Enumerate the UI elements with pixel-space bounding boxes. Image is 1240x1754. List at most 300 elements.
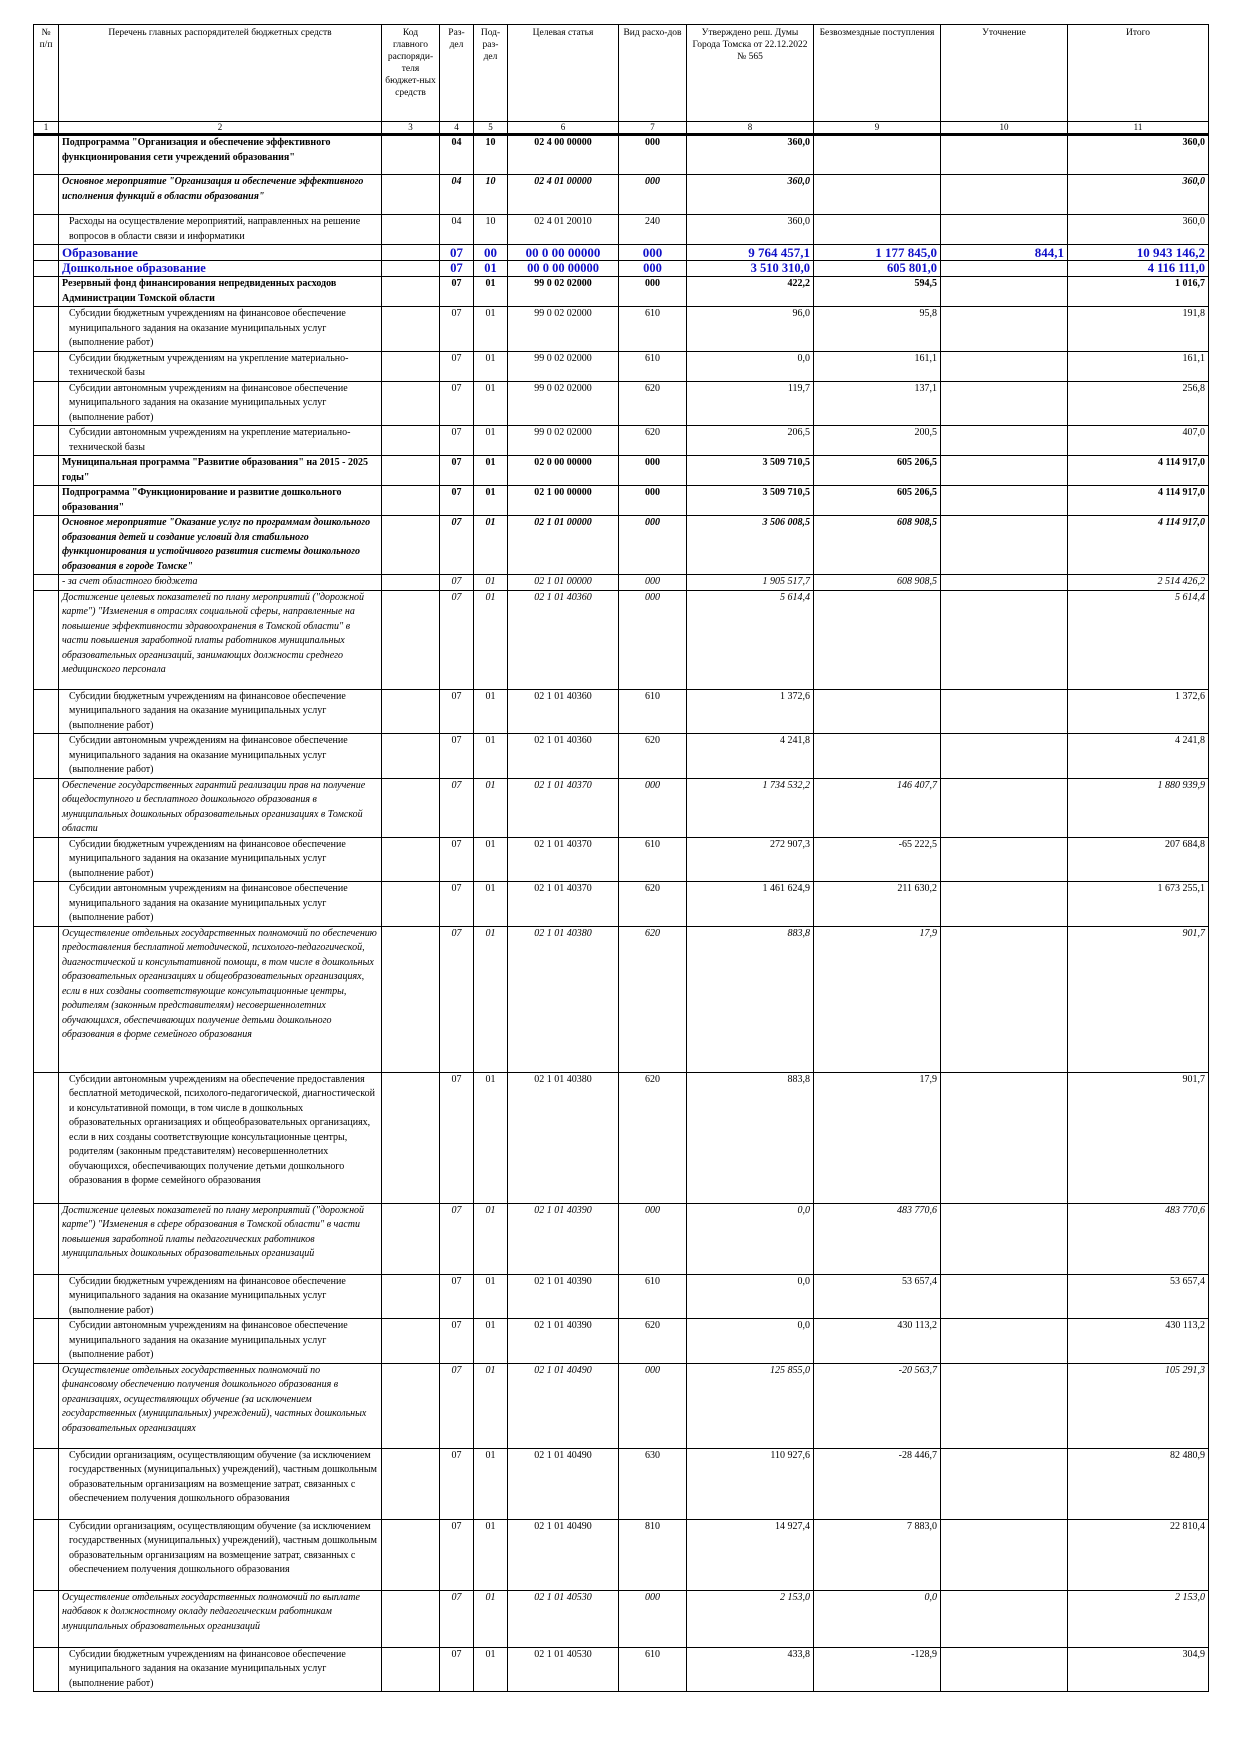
table-row bbox=[34, 215, 1209, 245]
total-amount-cell: 191,8 bbox=[1068, 307, 1209, 352]
row-number-cell bbox=[34, 261, 59, 277]
razdel-cell: 07 bbox=[440, 426, 474, 456]
clarification-amount-cell: 844,1 bbox=[941, 245, 1068, 261]
total-amount-cell: 256,8 bbox=[1068, 381, 1209, 426]
grants-amount-cell bbox=[814, 689, 941, 734]
clarification-amount-cell bbox=[941, 1203, 1068, 1274]
target-article-cell: 02 1 01 40360 bbox=[508, 734, 619, 779]
expense-type-cell: 000 bbox=[619, 1363, 687, 1448]
total-amount-cell: 360,0 bbox=[1068, 215, 1209, 245]
row-number-cell bbox=[34, 734, 59, 779]
grants-amount-cell: 146 407,7 bbox=[814, 778, 941, 837]
manager-code-cell bbox=[382, 351, 440, 381]
total-amount-cell: 53 657,4 bbox=[1068, 1274, 1209, 1319]
column-number: 10 bbox=[941, 122, 1068, 135]
column-number: 9 bbox=[814, 122, 941, 135]
manager-code-cell bbox=[382, 734, 440, 779]
podrazdel-cell: 01 bbox=[474, 926, 508, 1072]
manager-code-cell bbox=[382, 1519, 440, 1590]
clarification-amount-cell bbox=[941, 426, 1068, 456]
budget-table bbox=[33, 24, 1209, 1692]
approved-amount-cell: 2 153,0 bbox=[687, 1590, 814, 1647]
column-number: 5 bbox=[474, 122, 508, 135]
item-name-cell: Субсидии бюджетным учреждениям на финансовое обеспечение муниципального задания на оказание муниципальных услуг (выполнение работ) bbox=[59, 307, 382, 352]
manager-code-cell bbox=[382, 245, 440, 261]
table-row bbox=[34, 1274, 1209, 1319]
manager-code-cell bbox=[382, 1203, 440, 1274]
target-article-cell: 02 0 00 00000 bbox=[508, 456, 619, 486]
razdel-cell: 07 bbox=[440, 261, 474, 277]
razdel-cell: 07 bbox=[440, 882, 474, 927]
clarification-amount-cell bbox=[941, 175, 1068, 215]
total-amount-cell: 407,0 bbox=[1068, 426, 1209, 456]
razdel-cell: 07 bbox=[440, 1590, 474, 1647]
item-name-cell: Муниципальная программа "Развитие образования" на 2015 - 2025 годы" bbox=[59, 456, 382, 486]
target-article-cell: 99 0 02 02000 bbox=[508, 277, 619, 307]
clarification-amount-cell bbox=[941, 1590, 1068, 1647]
clarification-amount-cell bbox=[941, 381, 1068, 426]
expense-type-cell: 810 bbox=[619, 1519, 687, 1590]
expense-type-cell: 240 bbox=[619, 215, 687, 245]
expense-type-cell: 000 bbox=[619, 486, 687, 516]
grants-amount-cell: 17,9 bbox=[814, 1072, 941, 1203]
clarification-amount-cell bbox=[941, 1363, 1068, 1448]
total-amount-cell: 82 480,9 bbox=[1068, 1448, 1209, 1519]
expense-type-cell: 630 bbox=[619, 1448, 687, 1519]
row-number-cell bbox=[34, 456, 59, 486]
manager-code-cell bbox=[382, 1274, 440, 1319]
total-amount-cell: 901,7 bbox=[1068, 1072, 1209, 1203]
total-amount-cell: 2 514 426,2 bbox=[1068, 575, 1209, 591]
podrazdel-cell: 01 bbox=[474, 277, 508, 307]
table-row bbox=[34, 575, 1209, 591]
grants-amount-cell: 7 883,0 bbox=[814, 1519, 941, 1590]
column-number: 3 bbox=[382, 122, 440, 135]
approved-amount-cell: 272 907,3 bbox=[687, 837, 814, 882]
grants-amount-cell: 95,8 bbox=[814, 307, 941, 352]
approved-amount-cell: 5 614,4 bbox=[687, 590, 814, 689]
grants-amount-cell: -128,9 bbox=[814, 1647, 941, 1692]
approved-amount-cell: 14 927,4 bbox=[687, 1519, 814, 1590]
approved-amount-cell: 360,0 bbox=[687, 175, 814, 215]
manager-code-cell bbox=[382, 426, 440, 456]
manager-code-cell bbox=[382, 837, 440, 882]
podrazdel-cell: 01 bbox=[474, 1363, 508, 1448]
grants-amount-cell: 161,1 bbox=[814, 351, 941, 381]
target-article-cell: 02 1 01 40530 bbox=[508, 1590, 619, 1647]
item-name-cell: - за счет областного бюджета bbox=[59, 575, 382, 591]
item-name-cell: Субсидии автономным учреждениям на финансовое обеспечение муниципального задания на оказание муниципальных услуг (выполнение работ) bbox=[59, 381, 382, 426]
table-body bbox=[34, 135, 1209, 1692]
clarification-amount-cell bbox=[941, 689, 1068, 734]
approved-amount-cell: 360,0 bbox=[687, 215, 814, 245]
total-amount-cell: 1 880 939,9 bbox=[1068, 778, 1209, 837]
podrazdel-cell: 01 bbox=[474, 307, 508, 352]
approved-amount-cell: 433,8 bbox=[687, 1647, 814, 1692]
expense-type-cell: 000 bbox=[619, 575, 687, 591]
razdel-cell: 07 bbox=[440, 456, 474, 486]
total-amount-cell: 1 673 255,1 bbox=[1068, 882, 1209, 927]
column-number-row bbox=[34, 122, 1209, 135]
table-row bbox=[34, 351, 1209, 381]
podrazdel-cell: 01 bbox=[474, 1274, 508, 1319]
row-number-cell bbox=[34, 245, 59, 261]
header-cell: Безвозмездные поступления bbox=[814, 25, 941, 122]
razdel-cell: 07 bbox=[440, 1448, 474, 1519]
item-name-cell: Субсидии бюджетным учреждениям на финансовое обеспечение муниципального задания на оказание муниципальных услуг (выполнение работ) bbox=[59, 1647, 382, 1692]
item-name-cell: Подпрограмма "Функционирование и развитие дошкольного образования" bbox=[59, 486, 382, 516]
manager-code-cell bbox=[382, 381, 440, 426]
razdel-cell: 07 bbox=[440, 277, 474, 307]
table-row bbox=[34, 1590, 1209, 1647]
clarification-amount-cell bbox=[941, 1274, 1068, 1319]
razdel-cell: 07 bbox=[440, 381, 474, 426]
item-name-cell: Достижение целевых показателей по плану мероприятий ("дорожной карте") "Изменения в сфере образования в Томской области" в части повышения заработной платы педагогических работников муниципальных дошкольных образовательных организаций bbox=[59, 1203, 382, 1274]
row-number-cell bbox=[34, 837, 59, 882]
podrazdel-cell: 01 bbox=[474, 1519, 508, 1590]
podrazdel-cell: 01 bbox=[474, 778, 508, 837]
expense-type-cell: 000 bbox=[619, 175, 687, 215]
total-amount-cell: 4 114 917,0 bbox=[1068, 516, 1209, 575]
table-row bbox=[34, 926, 1209, 1072]
manager-code-cell bbox=[382, 689, 440, 734]
manager-code-cell bbox=[382, 456, 440, 486]
target-article-cell: 02 1 01 40390 bbox=[508, 1274, 619, 1319]
approved-amount-cell: 883,8 bbox=[687, 926, 814, 1072]
razdel-cell: 07 bbox=[440, 245, 474, 261]
header-cell: Уточнение bbox=[941, 25, 1068, 122]
total-amount-cell: 4 114 917,0 bbox=[1068, 456, 1209, 486]
item-name-cell: Субсидии автономным учреждениям на финансовое обеспечение муниципального задания на оказание муниципальных услуг (выполнение работ) bbox=[59, 1319, 382, 1364]
manager-code-cell bbox=[382, 135, 440, 175]
expense-type-cell: 000 bbox=[619, 277, 687, 307]
clarification-amount-cell bbox=[941, 926, 1068, 1072]
expense-type-cell: 000 bbox=[619, 778, 687, 837]
grants-amount-cell bbox=[814, 175, 941, 215]
approved-amount-cell: 0,0 bbox=[687, 1319, 814, 1364]
grants-amount-cell: 430 113,2 bbox=[814, 1319, 941, 1364]
header-cell: № п/п bbox=[34, 25, 59, 122]
manager-code-cell bbox=[382, 778, 440, 837]
total-amount-cell: 105 291,3 bbox=[1068, 1363, 1209, 1448]
grants-amount-cell: 608 908,5 bbox=[814, 516, 941, 575]
approved-amount-cell: 9 764 457,1 bbox=[687, 245, 814, 261]
expense-type-cell: 620 bbox=[619, 926, 687, 1072]
grants-amount-cell: 200,5 bbox=[814, 426, 941, 456]
table-row bbox=[34, 1203, 1209, 1274]
target-article-cell: 02 1 01 40370 bbox=[508, 778, 619, 837]
table-row bbox=[34, 882, 1209, 927]
table-row bbox=[34, 734, 1209, 779]
manager-code-cell bbox=[382, 575, 440, 591]
grants-amount-cell: 605 801,0 bbox=[814, 261, 941, 277]
item-name-cell: Основное мероприятие "Оказание услуг по программам дошкольного образования детей и создание условий для стабильного функционирования и устойчивого развития системы дошкольного образования в городе Томске" bbox=[59, 516, 382, 575]
podrazdel-cell: 01 bbox=[474, 1319, 508, 1364]
row-number-cell bbox=[34, 590, 59, 689]
razdel-cell: 07 bbox=[440, 486, 474, 516]
expense-type-cell: 620 bbox=[619, 882, 687, 927]
total-amount-cell: 360,0 bbox=[1068, 135, 1209, 175]
target-article-cell: 02 1 01 40390 bbox=[508, 1203, 619, 1274]
podrazdel-cell: 10 bbox=[474, 215, 508, 245]
podrazdel-cell: 01 bbox=[474, 456, 508, 486]
approved-amount-cell: 125 855,0 bbox=[687, 1363, 814, 1448]
target-article-cell: 02 4 01 00000 bbox=[508, 175, 619, 215]
clarification-amount-cell bbox=[941, 277, 1068, 307]
table-row bbox=[34, 261, 1209, 277]
manager-code-cell bbox=[382, 882, 440, 927]
approved-amount-cell: 0,0 bbox=[687, 1274, 814, 1319]
header-cell: Целевая статья bbox=[508, 25, 619, 122]
table-row bbox=[34, 689, 1209, 734]
row-number-cell bbox=[34, 277, 59, 307]
expense-type-cell: 610 bbox=[619, 351, 687, 381]
table-row bbox=[34, 1519, 1209, 1590]
total-amount-cell: 10 943 146,2 bbox=[1068, 245, 1209, 261]
table-row bbox=[34, 135, 1209, 175]
podrazdel-cell: 01 bbox=[474, 1590, 508, 1647]
table-row bbox=[34, 307, 1209, 352]
razdel-cell: 07 bbox=[440, 837, 474, 882]
approved-amount-cell: 422,2 bbox=[687, 277, 814, 307]
podrazdel-cell: 01 bbox=[474, 882, 508, 927]
razdel-cell: 07 bbox=[440, 516, 474, 575]
razdel-cell: 07 bbox=[440, 1519, 474, 1590]
table-row bbox=[34, 1072, 1209, 1203]
row-number-cell bbox=[34, 1072, 59, 1203]
manager-code-cell bbox=[382, 1590, 440, 1647]
expense-type-cell: 000 bbox=[619, 261, 687, 277]
podrazdel-cell: 01 bbox=[474, 734, 508, 779]
item-name-cell: Резервный фонд финансирования непредвиденных расходов Администрации Томской области bbox=[59, 277, 382, 307]
row-number-cell bbox=[34, 486, 59, 516]
item-name-cell: Осуществление отдельных государственных полномочий по обеспечению предоставления бесплатной методической, психолого-педагогической, диагностической и консультативной помощи, в том числе в дошкольных образовательных организациях и общеобразовательных организациях, если в них созданы соответствующие консультационные центры, родителям (законным представителям) несовершеннолетних обучающихся, обеспечивающих получение детьми дошкольного образования в форме семейного образования bbox=[59, 926, 382, 1072]
razdel-cell: 07 bbox=[440, 1319, 474, 1364]
total-amount-cell: 483 770,6 bbox=[1068, 1203, 1209, 1274]
row-number-cell bbox=[34, 516, 59, 575]
expense-type-cell: 610 bbox=[619, 307, 687, 352]
approved-amount-cell: 0,0 bbox=[687, 1203, 814, 1274]
item-name-cell: Субсидии автономным учреждениям на финансовое обеспечение муниципального задания на оказание муниципальных услуг (выполнение работ) bbox=[59, 882, 382, 927]
item-name-cell: Субсидии организациям, осуществляющим обучение (за исключением государственных (муниципальных) учреждений), частным дошкольным образовательным организациям на возмещение затрат, связанных с обеспечением получения дошкольного образования bbox=[59, 1448, 382, 1519]
razdel-cell: 07 bbox=[440, 778, 474, 837]
row-number-cell bbox=[34, 307, 59, 352]
approved-amount-cell: 1 905 517,7 bbox=[687, 575, 814, 591]
row-number-cell bbox=[34, 1448, 59, 1519]
table-row bbox=[34, 381, 1209, 426]
podrazdel-cell: 01 bbox=[474, 689, 508, 734]
manager-code-cell bbox=[382, 175, 440, 215]
header-cell: Вид расхо-дов bbox=[619, 25, 687, 122]
row-number-cell bbox=[34, 1647, 59, 1692]
row-number-cell bbox=[34, 778, 59, 837]
row-number-cell bbox=[34, 882, 59, 927]
expense-type-cell: 000 bbox=[619, 1590, 687, 1647]
grants-amount-cell: 483 770,6 bbox=[814, 1203, 941, 1274]
expense-type-cell: 000 bbox=[619, 1203, 687, 1274]
clarification-amount-cell bbox=[941, 590, 1068, 689]
approved-amount-cell: 3 510 310,0 bbox=[687, 261, 814, 277]
table-row bbox=[34, 1647, 1209, 1692]
podrazdel-cell: 01 bbox=[474, 351, 508, 381]
expense-type-cell: 610 bbox=[619, 837, 687, 882]
razdel-cell: 07 bbox=[440, 1274, 474, 1319]
column-number: 6 bbox=[508, 122, 619, 135]
row-number-cell bbox=[34, 926, 59, 1072]
table-row bbox=[34, 426, 1209, 456]
row-number-cell bbox=[34, 689, 59, 734]
razdel-cell: 04 bbox=[440, 135, 474, 175]
clarification-amount-cell bbox=[941, 1072, 1068, 1203]
podrazdel-cell: 10 bbox=[474, 135, 508, 175]
item-name-cell: Расходы на осуществление мероприятий, направленных на решение вопросов в области связи и информатики bbox=[59, 215, 382, 245]
razdel-cell: 07 bbox=[440, 575, 474, 591]
item-name-cell: Осуществление отдельных государственных полномочий по финансовому обеспечению получения дошкольного образования в организациях, осуществляющих обучение (за исключением государственных (муниципальных) учреждений), частных дошкольных образовательных организациях bbox=[59, 1363, 382, 1448]
row-number-cell bbox=[34, 215, 59, 245]
razdel-cell: 07 bbox=[440, 307, 474, 352]
table-row bbox=[34, 590, 1209, 689]
item-name-cell: Субсидии бюджетным учреждениям на финансовое обеспечение муниципального задания на оказание муниципальных услуг (выполнение работ) bbox=[59, 689, 382, 734]
razdel-cell: 04 bbox=[440, 215, 474, 245]
item-name-cell: Субсидии автономным учреждениям на финансовое обеспечение муниципального задания на оказание муниципальных услуг (выполнение работ) bbox=[59, 734, 382, 779]
razdel-cell: 07 bbox=[440, 351, 474, 381]
expense-type-cell: 000 bbox=[619, 590, 687, 689]
podrazdel-cell: 01 bbox=[474, 1203, 508, 1274]
clarification-amount-cell bbox=[941, 1647, 1068, 1692]
target-article-cell: 02 1 01 40490 bbox=[508, 1519, 619, 1590]
razdel-cell: 07 bbox=[440, 926, 474, 1072]
target-article-cell: 02 1 01 40360 bbox=[508, 590, 619, 689]
manager-code-cell bbox=[382, 1448, 440, 1519]
approved-amount-cell: 3 509 710,5 bbox=[687, 456, 814, 486]
column-number: 4 bbox=[440, 122, 474, 135]
grants-amount-cell: -20 563,7 bbox=[814, 1363, 941, 1448]
target-article-cell: 02 1 01 40370 bbox=[508, 837, 619, 882]
item-name-cell: Подпрограмма "Организация и обеспечение эффективного функционирования сети учреждений образования" bbox=[59, 135, 382, 175]
approved-amount-cell: 360,0 bbox=[687, 135, 814, 175]
item-name-cell: Образование bbox=[59, 245, 382, 261]
budget-table-sheet bbox=[33, 24, 1208, 1692]
podrazdel-cell: 00 bbox=[474, 245, 508, 261]
clarification-amount-cell bbox=[941, 351, 1068, 381]
item-name-cell: Основное мероприятие "Организация и обеспечение эффективного исполнения функций в области образования" bbox=[59, 175, 382, 215]
total-amount-cell: 1 372,6 bbox=[1068, 689, 1209, 734]
grants-amount-cell: 594,5 bbox=[814, 277, 941, 307]
column-number: 8 bbox=[687, 122, 814, 135]
clarification-amount-cell bbox=[941, 486, 1068, 516]
target-article-cell: 02 1 01 40380 bbox=[508, 926, 619, 1072]
target-article-cell: 02 1 01 40380 bbox=[508, 1072, 619, 1203]
approved-amount-cell: 1 461 624,9 bbox=[687, 882, 814, 927]
item-name-cell: Достижение целевых показателей по плану мероприятий ("дорожной карте") "Изменения в отраслях социальной сферы, направленные на повышение эффективности здравоохранения в Томской области" в части повышения заработной платы работников муниципальных образовательных организаций, занимающих должности среднего медицинского персонала bbox=[59, 590, 382, 689]
total-amount-cell: 2 153,0 bbox=[1068, 1590, 1209, 1647]
target-article-cell: 99 0 02 02000 bbox=[508, 351, 619, 381]
razdel-cell: 07 bbox=[440, 1072, 474, 1203]
target-article-cell: 00 0 00 00000 bbox=[508, 261, 619, 277]
expense-type-cell: 610 bbox=[619, 689, 687, 734]
table-row bbox=[34, 1448, 1209, 1519]
podrazdel-cell: 01 bbox=[474, 516, 508, 575]
podrazdel-cell: 01 bbox=[474, 590, 508, 689]
table-row bbox=[34, 456, 1209, 486]
item-name-cell: Субсидии бюджетным учреждениям на укрепление материально-технической базы bbox=[59, 351, 382, 381]
manager-code-cell bbox=[382, 486, 440, 516]
expense-type-cell: 610 bbox=[619, 1647, 687, 1692]
grants-amount-cell bbox=[814, 215, 941, 245]
row-number-cell bbox=[34, 1319, 59, 1364]
manager-code-cell bbox=[382, 261, 440, 277]
podrazdel-cell: 01 bbox=[474, 486, 508, 516]
target-article-cell: 99 0 02 02000 bbox=[508, 381, 619, 426]
approved-amount-cell: 1 734 532,2 bbox=[687, 778, 814, 837]
total-amount-cell: 161,1 bbox=[1068, 351, 1209, 381]
clarification-amount-cell bbox=[941, 215, 1068, 245]
row-number-cell bbox=[34, 1519, 59, 1590]
manager-code-cell bbox=[382, 1072, 440, 1203]
manager-code-cell bbox=[382, 590, 440, 689]
item-name-cell: Субсидии бюджетным учреждениям на финансовое обеспечение муниципального задания на оказание муниципальных услуг (выполнение работ) bbox=[59, 837, 382, 882]
razdel-cell: 04 bbox=[440, 175, 474, 215]
target-article-cell: 02 4 00 00000 bbox=[508, 135, 619, 175]
row-number-cell bbox=[34, 351, 59, 381]
grants-amount-cell: -28 446,7 bbox=[814, 1448, 941, 1519]
total-amount-cell: 430 113,2 bbox=[1068, 1319, 1209, 1364]
expense-type-cell: 000 bbox=[619, 456, 687, 486]
grants-amount-cell: 137,1 bbox=[814, 381, 941, 426]
expense-type-cell: 000 bbox=[619, 516, 687, 575]
table-row bbox=[34, 516, 1209, 575]
header-cell: Утверждено реш. Думы Города Томска от 22.12.2022 № 565 bbox=[687, 25, 814, 122]
expense-type-cell: 620 bbox=[619, 734, 687, 779]
razdel-cell: 07 bbox=[440, 689, 474, 734]
podrazdel-cell: 01 bbox=[474, 1647, 508, 1692]
column-number: 1 bbox=[34, 122, 59, 135]
target-article-cell: 02 4 01 20010 bbox=[508, 215, 619, 245]
item-name-cell: Субсидии бюджетным учреждениям на финансовое обеспечение муниципального задания на оказание муниципальных услуг (выполнение работ) bbox=[59, 1274, 382, 1319]
item-name-cell: Дошкольное образование bbox=[59, 261, 382, 277]
podrazdel-cell: 01 bbox=[474, 837, 508, 882]
clarification-amount-cell bbox=[941, 1519, 1068, 1590]
podrazdel-cell: 10 bbox=[474, 175, 508, 215]
grants-amount-cell bbox=[814, 135, 941, 175]
razdel-cell: 07 bbox=[440, 1203, 474, 1274]
header-row bbox=[34, 25, 1209, 122]
grants-amount-cell: 53 657,4 bbox=[814, 1274, 941, 1319]
grants-amount-cell: 605 206,5 bbox=[814, 486, 941, 516]
row-number-cell bbox=[34, 1274, 59, 1319]
total-amount-cell: 304,9 bbox=[1068, 1647, 1209, 1692]
clarification-amount-cell bbox=[941, 882, 1068, 927]
grants-amount-cell bbox=[814, 590, 941, 689]
clarification-amount-cell bbox=[941, 734, 1068, 779]
approved-amount-cell: 110 927,6 bbox=[687, 1448, 814, 1519]
target-article-cell: 02 1 00 00000 bbox=[508, 486, 619, 516]
table-row bbox=[34, 175, 1209, 215]
grants-amount-cell: 608 908,5 bbox=[814, 575, 941, 591]
grants-amount-cell: 0,0 bbox=[814, 1590, 941, 1647]
total-amount-cell: 5 614,4 bbox=[1068, 590, 1209, 689]
expense-type-cell: 610 bbox=[619, 1274, 687, 1319]
grants-amount-cell: 211 630,2 bbox=[814, 882, 941, 927]
approved-amount-cell: 3 509 710,5 bbox=[687, 486, 814, 516]
row-number-cell bbox=[34, 175, 59, 215]
razdel-cell: 07 bbox=[440, 1647, 474, 1692]
podrazdel-cell: 01 bbox=[474, 1072, 508, 1203]
grants-amount-cell: 605 206,5 bbox=[814, 456, 941, 486]
header-cell: Под-раз-дел bbox=[474, 25, 508, 122]
total-amount-cell: 360,0 bbox=[1068, 175, 1209, 215]
approved-amount-cell: 0,0 bbox=[687, 351, 814, 381]
